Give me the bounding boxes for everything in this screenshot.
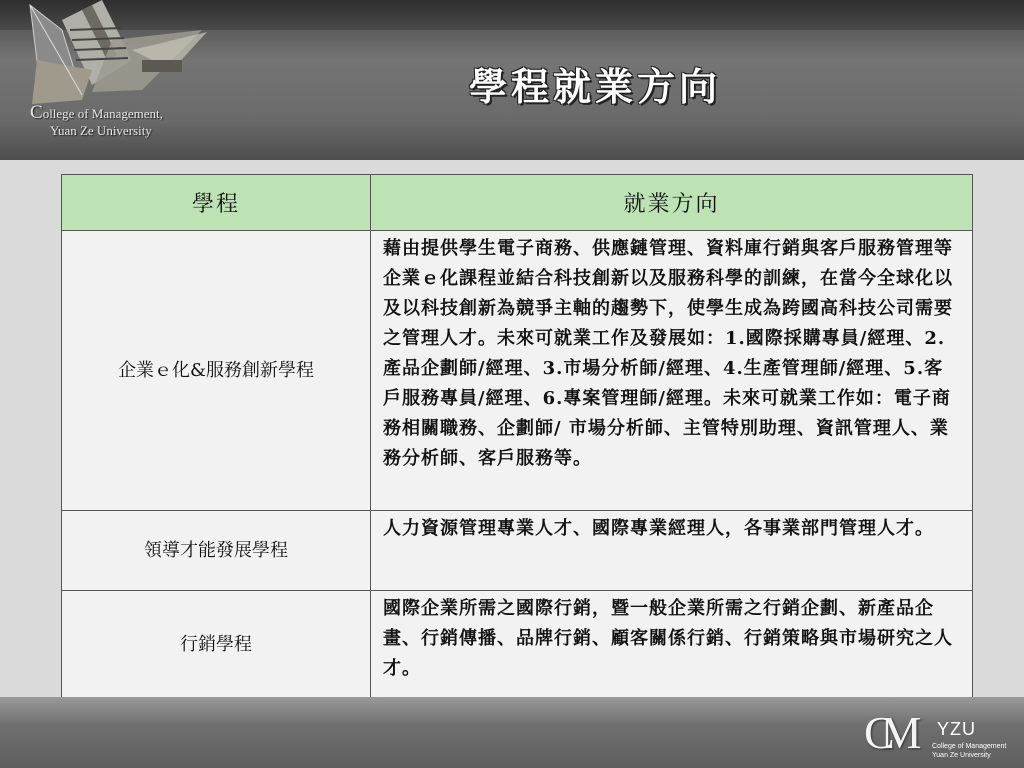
table-row bbox=[62, 591, 973, 699]
yzu-logo-subtitle-line2: Yuan Ze University bbox=[932, 752, 991, 759]
header-program: 學程 bbox=[62, 175, 371, 231]
college-name-line2: Yuan Ze University bbox=[50, 123, 152, 138]
table-row bbox=[62, 511, 973, 591]
cm-logo-letters: CM bbox=[864, 707, 908, 758]
program-name: 行銷學程 bbox=[62, 591, 371, 699]
yzu-logo-subtitle bbox=[932, 742, 1006, 760]
header-band bbox=[0, 0, 1024, 160]
yzu-logo-subtitle-line1: College of Management bbox=[932, 743, 1007, 750]
header-career-direction: 就業方向 bbox=[371, 175, 973, 231]
career-direction-table bbox=[61, 174, 973, 699]
career-description: 藉由提供學生電子商務、供應鏈管理、資料庫行銷與客戶服務管理等企業ｅ化課程並結合科技創新以及服務科學的訓練，在當今全球化以及以科技創新為競爭主軸的趨勢下，使學生成為跨國高科技公司需要之管理人才。未來可就業工作及發展如：1.國際採購專員/經理、2.產品企劃師/經理、3.市場分析師/經理、4.生產管理師/經理、5.客戶服務專員/經理、6.專案管理師/經理。未來可就業工作如：電子商務相關職務、企劃師/ 市場分析師、主管特別助理、資訊管理人、業務分析師、客戶服務等。 bbox=[371, 231, 973, 511]
page-title: 學程就業方向 bbox=[468, 64, 721, 109]
yzu-logo-text: YZU bbox=[937, 719, 976, 739]
career-description: 國際企業所需之國際行銷，暨一般企業所需之行銷企劃、新產品企畫、行銷傳播、品牌行銷、顧客關係行銷、行銷策略與市場研究之人才。 bbox=[371, 591, 973, 699]
college-name-initial: C bbox=[30, 102, 43, 123]
college-name-line1: ollege of Management, bbox=[42, 106, 163, 121]
program-name: 企業ｅ化&服務創新學程 bbox=[62, 231, 371, 511]
career-description: 人力資源管理專業人才、國際專業經理人，各事業部門管理人才。 bbox=[371, 511, 973, 591]
table-header-row bbox=[62, 175, 973, 231]
program-name: 領導才能發展學程 bbox=[62, 511, 371, 591]
table-row bbox=[62, 231, 973, 511]
